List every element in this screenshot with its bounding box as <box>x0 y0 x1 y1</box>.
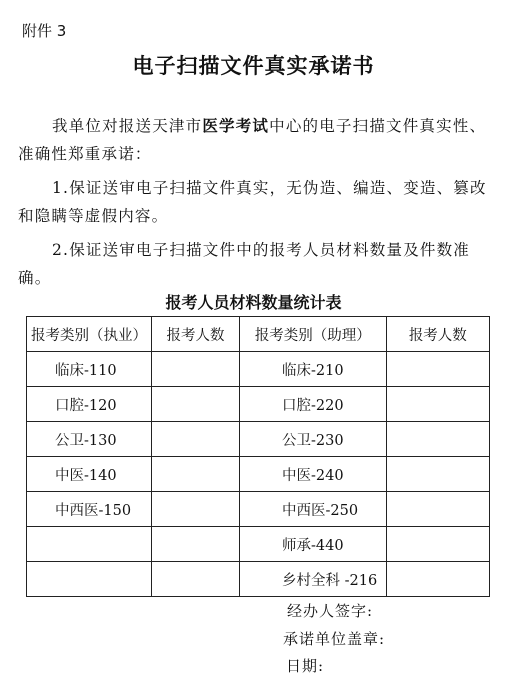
table-row <box>27 387 490 422</box>
practicing-count-cell[interactable] <box>151 527 239 562</box>
table-row <box>27 492 490 527</box>
intro-paragraph <box>18 112 493 168</box>
practicing-count-cell[interactable] <box>151 562 239 597</box>
table-row <box>27 527 490 562</box>
assistant-count-cell[interactable] <box>386 527 489 562</box>
table-title: 报考人员材料数量统计表 <box>165 293 342 312</box>
assistant-category-cell: 中医-240 <box>240 457 387 492</box>
header-category-practicing: 报考类别（执业） <box>27 317 152 352</box>
statistics-table <box>26 316 490 597</box>
handler-signature-label: 经办人签字: <box>287 602 374 620</box>
assistant-count-cell[interactable] <box>386 562 489 597</box>
table-row <box>27 562 490 597</box>
assistant-count-cell[interactable] <box>386 387 489 422</box>
intro-text-bold: 医学考试 <box>202 116 270 135</box>
attachment-label: 附件 3 <box>22 22 67 40</box>
assistant-category-cell: 临床-210 <box>240 352 387 387</box>
date-label: 日期: <box>286 657 325 675</box>
document-title: 电子扫描文件真实承诺书 <box>132 53 375 78</box>
practicing-count-cell[interactable] <box>151 492 239 527</box>
assistant-category-cell: 师承-440 <box>240 527 387 562</box>
practicing-count-cell[interactable] <box>151 387 239 422</box>
practicing-category-cell: 中西医-150 <box>27 492 152 527</box>
intro-text-start: 我单位对报送天津市 <box>52 117 203 135</box>
header-count-2: 报考人数 <box>386 317 489 352</box>
header-count-1: 报考人数 <box>151 317 239 352</box>
practicing-count-cell[interactable] <box>151 457 239 492</box>
assistant-count-cell[interactable] <box>386 352 489 387</box>
table-row <box>27 422 490 457</box>
table-row <box>27 457 490 492</box>
assistant-category-cell: 口腔-220 <box>240 387 387 422</box>
table-row <box>27 352 490 387</box>
commitment-item-2: 2.保证送审电子扫描文件中的报考人员材料数量及件数准确。 <box>18 241 470 287</box>
header-category-assistant: 报考类别（助理） <box>240 317 387 352</box>
commitment-item-1: 1.保证送审电子扫描文件真实，无伪造、编造、变造、篡改和隐瞒等虚假内容。 <box>18 179 487 225</box>
practicing-count-cell[interactable] <box>151 422 239 457</box>
practicing-category-cell <box>27 527 152 562</box>
intro-text-end: 中心的电子扫描文件真实性、准确性郑重承诺： <box>18 117 487 163</box>
assistant-category-cell: 公卫-230 <box>240 422 387 457</box>
practicing-category-cell: 公卫-130 <box>27 422 152 457</box>
assistant-count-cell[interactable] <box>386 422 489 457</box>
assistant-count-cell[interactable] <box>386 492 489 527</box>
practicing-category-cell: 中医-140 <box>27 457 152 492</box>
assistant-count-cell[interactable] <box>386 457 489 492</box>
practicing-count-cell[interactable] <box>151 352 239 387</box>
practicing-category-cell <box>27 562 152 597</box>
assistant-category-cell: 乡村全科 -216 <box>240 562 387 597</box>
unit-seal-label: 承诺单位盖章: <box>283 630 386 648</box>
table-header-row <box>27 317 490 352</box>
assistant-category-cell: 中西医-250 <box>240 492 387 527</box>
practicing-category-cell: 口腔-120 <box>27 387 152 422</box>
practicing-category-cell: 临床-110 <box>27 352 152 387</box>
